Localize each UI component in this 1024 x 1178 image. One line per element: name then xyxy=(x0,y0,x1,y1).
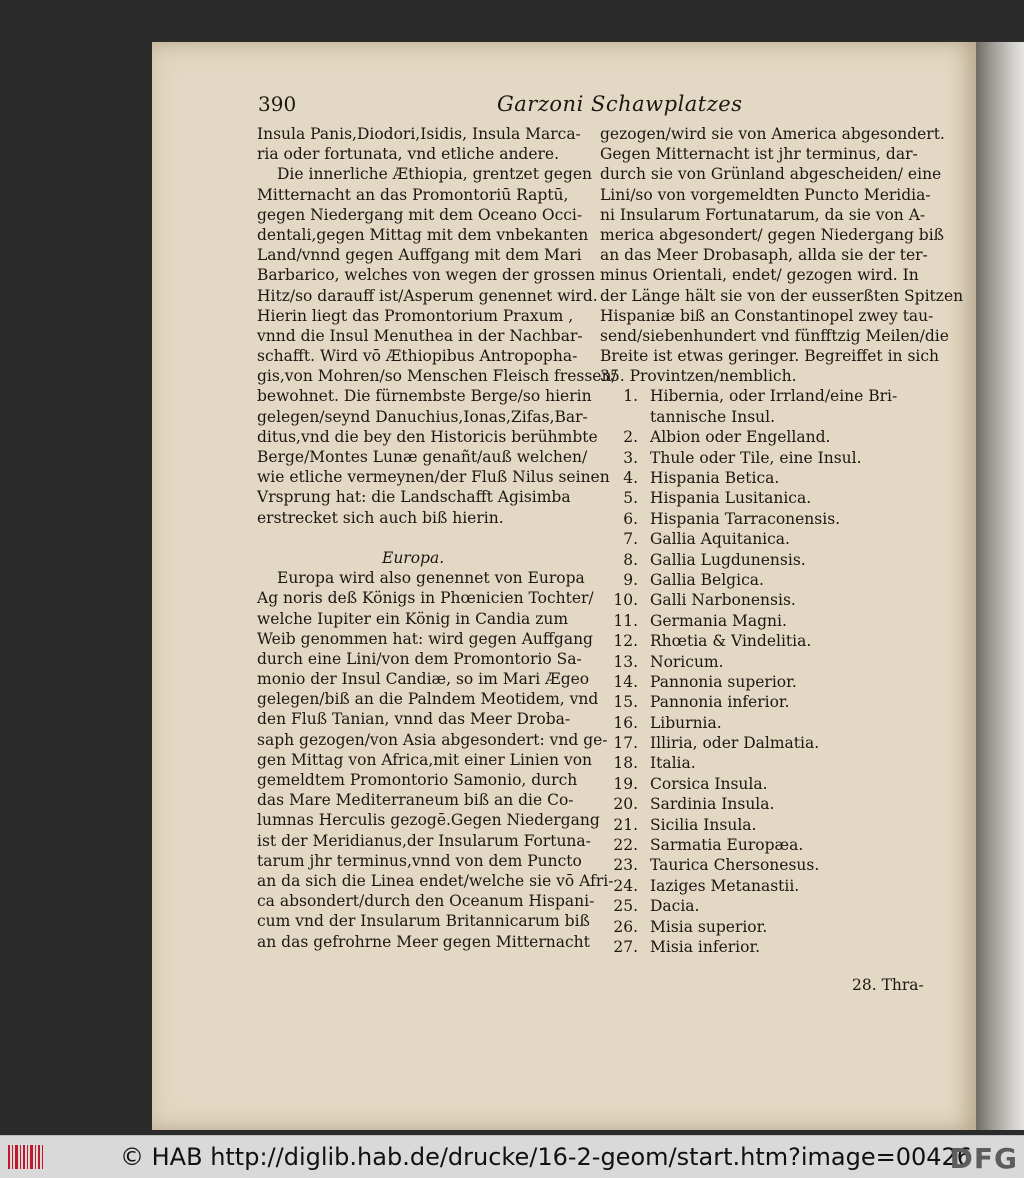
province-number: 21. xyxy=(613,815,638,834)
text-line: an das gefrohrne Meer gegen Mitternacht xyxy=(257,932,590,951)
province-number: 12. xyxy=(613,632,638,651)
text-line: Insula Panis,Diodori,Isidis, Insula Marca- xyxy=(257,125,581,143)
text-line: send/siebenhundert vnd fünfftzig Meilen/die xyxy=(600,326,949,345)
province-item xyxy=(600,652,940,672)
province-item xyxy=(600,407,940,427)
province-name: Italia. xyxy=(650,754,696,773)
province-name: Hispania Tarraconensis. xyxy=(650,509,841,528)
province-item xyxy=(600,713,940,733)
province-item xyxy=(600,529,940,549)
text-line: Barbarico, welches von wegen der grossen xyxy=(257,266,596,285)
text-line: an das Meer Drobasaph, allda sie der ter- xyxy=(600,246,928,265)
province-name: Hibernia, oder Irrland/eine Bri- xyxy=(650,387,898,406)
province-item xyxy=(600,753,940,773)
province-item xyxy=(600,876,940,896)
text-line: welche Iupiter ein König in Candia zum xyxy=(257,609,569,628)
province-item xyxy=(600,896,940,916)
province-item xyxy=(600,631,940,651)
text-line: durch eine Lini/von dem Promontorio Sa- xyxy=(257,649,582,668)
province-name: Dacia. xyxy=(650,897,700,916)
province-name: Misia inferior. xyxy=(650,937,761,956)
province-number: 25. xyxy=(613,897,638,916)
province-name: Hispania Lusitanica. xyxy=(650,489,812,508)
text-line: saph gezogen/von Asia abgesondert: vnd ge- xyxy=(257,730,608,749)
province-number: 14. xyxy=(613,672,638,691)
province-number: 13. xyxy=(613,652,638,671)
text-line: gelegen/biß an die Palndem Meotidem, vnd xyxy=(257,690,599,709)
book-page xyxy=(152,42,976,1130)
text-line: lumnas Herculis gezogē.Gegen Niedergang xyxy=(257,811,600,830)
text-line: vnnd die Insul Menuthea in der Nachbar- xyxy=(257,326,583,345)
province-item xyxy=(600,917,940,937)
running-title: Garzoni Schawplatzes xyxy=(497,92,743,116)
province-number: 10. xyxy=(613,591,638,610)
text-line: Hispaniæ biß an Constantinopel zwey tau- xyxy=(600,306,934,325)
province-name: Gallia Lugdunensis. xyxy=(650,550,806,569)
dfg-logo: DFG xyxy=(949,1142,1018,1175)
catchword: 28. Thra- xyxy=(852,976,924,994)
province-number: 1. xyxy=(623,387,638,406)
province-number: 4. xyxy=(623,469,638,487)
province-item xyxy=(600,590,940,610)
text-line: der Länge hält sie von der eusserßten Spitzen xyxy=(600,286,964,305)
province-item xyxy=(600,570,940,590)
province-item xyxy=(600,835,940,855)
province-item xyxy=(600,794,940,814)
province-item xyxy=(600,672,940,692)
text-line: Hitz/so darauff ist/Asperum genennet wird. xyxy=(257,286,598,305)
province-number: 17. xyxy=(613,734,638,753)
text-line: bewohnet. Die fürnembste Berge/so hierin xyxy=(257,387,592,406)
province-number: 23. xyxy=(613,856,638,875)
text-line: ist der Meridianus,der Insularum Fortuna- xyxy=(257,831,591,850)
province-item xyxy=(600,488,940,508)
province-name: Gallia Belgica. xyxy=(650,570,764,589)
province-name: Thule oder Tile, eine Insul. xyxy=(650,448,862,467)
province-number: 24. xyxy=(613,876,638,895)
text-line: tarum jhr terminus,vnnd von dem Puncto xyxy=(257,851,582,870)
province-name: Germania Magni. xyxy=(650,611,787,630)
text-line: gis,von Mohren/so Menschen Fleisch fressen/ xyxy=(257,367,617,386)
province-name: Rhœtia & Vindelitia. xyxy=(650,632,812,651)
barcode-icon xyxy=(6,1142,46,1172)
text-line: das Mare Mediterraneum biß an die Co- xyxy=(257,791,574,810)
text-line: erstrecket sich auch biß hierin. xyxy=(257,508,504,527)
text-line: Mitternacht an das Promontoriū Raptū, xyxy=(257,185,569,204)
text-line: monio der Insul Candiæ, so im Mari Ægeo xyxy=(257,670,590,689)
province-number: 26. xyxy=(613,917,638,936)
province-name: Noricum. xyxy=(650,652,724,671)
province-number: 16. xyxy=(613,713,638,732)
province-name: Albion oder Engelland. xyxy=(650,428,831,447)
province-number: 27. xyxy=(613,937,638,956)
province-name: Liburnia. xyxy=(650,713,722,732)
text-line: wie etliche vermeynen/der Fluß Nilus seinen xyxy=(257,468,610,487)
text-line: gezogen/wird sie von America abgesondert. xyxy=(600,125,945,143)
section-heading: Europa. xyxy=(382,548,445,567)
copyright-url-link[interactable]: © HAB http://diglib.hab.de/drucke/16-2-geom/start.htm?image=00426 xyxy=(120,1143,973,1171)
province-number: 19. xyxy=(613,774,638,793)
text-line: dentali,gegen Mittag mit dem vnbekanten xyxy=(257,225,589,244)
province-name: Illiria, oder Dalmatia. xyxy=(650,734,820,753)
text-line: Europa wird also genennet von Europa xyxy=(277,569,585,588)
province-item xyxy=(600,733,940,753)
text-line: Berge/Montes Lunæ genañt/auß welchen/ xyxy=(257,448,588,466)
province-name: Sardinia Insula. xyxy=(650,795,775,814)
text-line: Die innerliche Æthiopia, grentzet gegen xyxy=(277,165,593,184)
text-line: Breite ist etwas geringer. Begreiffet in sich xyxy=(600,347,940,366)
province-name: Iaziges Metanastii. xyxy=(650,876,800,895)
text-line: Vrsprung hat: die Landschafft Agisimba xyxy=(257,488,571,507)
province-item xyxy=(600,937,940,957)
province-name: Corsica Insula. xyxy=(650,774,768,793)
text-line: cum vnd der Insularum Britannicarum biß xyxy=(257,912,590,931)
left-text-column xyxy=(257,124,617,952)
province-number: 8. xyxy=(623,550,638,569)
province-item xyxy=(600,815,940,835)
province-name: Taurica Chersonesus. xyxy=(650,856,820,875)
text-line: ni Insularum Fortunatarum, da sie von A- xyxy=(600,205,926,224)
text-line xyxy=(257,528,602,548)
province-item xyxy=(600,468,940,488)
text-line: gen Mittag von Africa,mit einer Linien von xyxy=(257,750,593,769)
province-number: 11. xyxy=(613,611,638,630)
province-name: Galli Narbonensis. xyxy=(650,591,796,610)
province-number: 22. xyxy=(613,836,638,855)
province-name: Pannonia inferior. xyxy=(650,693,790,712)
province-number: 18. xyxy=(613,754,638,773)
page-edge-shadow xyxy=(976,42,1024,1130)
text-line: ditus,vnd die bey den Historicis berühmbte xyxy=(257,427,598,446)
text-line: Weib genommen hat: wird gegen Auffgang xyxy=(257,629,593,648)
province-name: Pannonia superior. xyxy=(650,672,797,691)
province-number: 5. xyxy=(623,489,638,508)
text-line: Land/vnnd gegen Auffgang mit dem Mari xyxy=(257,246,582,265)
province-item xyxy=(600,427,940,447)
text-line: Gegen Mitternacht ist jhr terminus, dar- xyxy=(600,145,918,164)
province-item xyxy=(600,692,940,712)
text-line: gegen Niedergang mit dem Oceano Occi- xyxy=(257,205,583,224)
province-name: Misia superior. xyxy=(650,917,768,936)
text-line: den Fluß Tanian, vnnd das Meer Droba- xyxy=(257,710,571,729)
province-number: 2. xyxy=(623,428,638,447)
text-line: Hierin liegt das Promontorium Praxum , xyxy=(257,306,574,325)
province-name: Sarmatia Europæa. xyxy=(650,836,804,855)
province-number: 20. xyxy=(613,795,638,814)
text-line: Ag noris deß Königs in Phœnicien Tochter/ xyxy=(257,589,594,608)
text-line: merica abgesondert/ gegen Niedergang biß xyxy=(600,225,945,244)
province-name: tannische Insul. xyxy=(650,407,776,426)
province-item xyxy=(600,611,940,631)
text-line: gelegen/seynd Danuchius,Ionas,Zifas,Bar- xyxy=(257,407,588,426)
text-line: 35. Provintzen/nemblich. xyxy=(600,367,797,386)
province-number: 7. xyxy=(623,530,638,549)
province-item xyxy=(600,550,940,570)
text-line: minus Orientali, endet/ gezogen wird. In xyxy=(600,266,919,285)
province-item xyxy=(600,774,940,794)
province-item xyxy=(600,855,940,875)
province-number: 6. xyxy=(623,509,638,528)
text-line: schafft. Wird vō Æthiopibus Antropopha- xyxy=(257,347,578,366)
text-line: ria oder fortunata, vnd etliche andere. xyxy=(257,145,560,164)
text-line: an da sich die Linea endet/welche sie vō Afri- xyxy=(257,871,614,890)
province-name: Gallia Aquitanica. xyxy=(650,530,790,549)
province-number: 9. xyxy=(623,570,638,589)
province-item xyxy=(600,509,940,529)
province-number: 3. xyxy=(623,448,638,467)
province-item xyxy=(600,386,940,406)
text-line: ca absondert/durch den Oceanum Hispani- xyxy=(257,892,595,911)
text-line: durch sie von Grünland abgescheiden/ eine xyxy=(600,165,942,184)
text-line: Lini/so von vorgemeldten Puncto Meridia- xyxy=(600,185,931,204)
footer-bar xyxy=(0,1135,1024,1178)
province-item xyxy=(600,448,940,468)
province-name: Sicilia Insula. xyxy=(650,815,757,834)
province-name: Hispania Betica. xyxy=(650,469,780,487)
right-text-column xyxy=(600,124,964,957)
page-number: 390 xyxy=(258,92,297,116)
text-line: gemeldtem Promontorio Samonio, durch xyxy=(257,771,578,789)
province-number: 15. xyxy=(613,693,638,712)
